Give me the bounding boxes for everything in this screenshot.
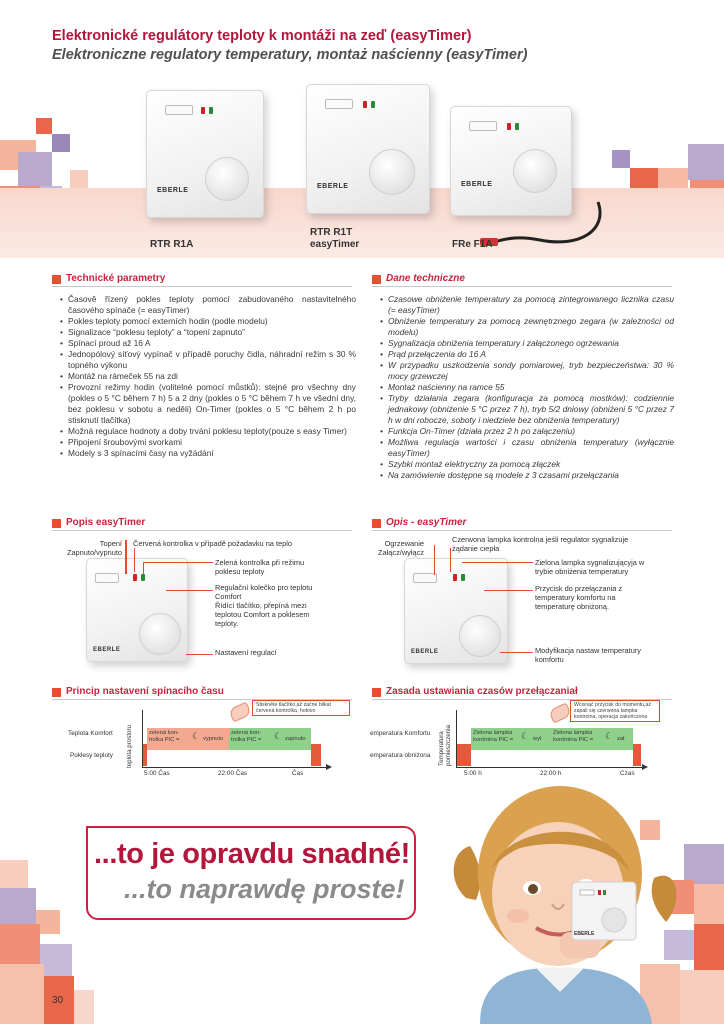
tech-list-pl	[380, 294, 674, 481]
list-item: • Časově řízený pokles teploty pomocí zabudovaného nastavitelného časového spínače (= easyTimer)	[60, 294, 356, 316]
callout-green-lamp-pl: Zielona lampka sygnalizującyja w trybie obniżenia temperatury	[535, 558, 645, 576]
list-item: • Tryby działania zegara (konfiguracja za pomocą mostków): codziennie jednakowy (obniżenie 5 °C przez 7 h), tryb 5/2 dniowy (obniżeni 5 °C przez 7 h w dni robocze, soboty i niedziele bez obniżenia temperatury)	[380, 393, 674, 426]
callout-red-lamp-cz: Červená kontrolka v případě požadavku na teplo	[133, 539, 292, 548]
callout-switch-pl: Ogrzewanie Załącz/wyłącz	[378, 539, 424, 557]
product-image-rtr-r1t	[306, 84, 430, 214]
list-item: • Czasowe obniżenie temperatury za pomocą zintegrowanego licznika czasu (= easyTimer)	[380, 294, 674, 316]
list-item: • Montáž na rámeček 55 na zdi	[60, 371, 356, 382]
callout-red-lamp-pl: Czerwona lampka kontrolna jeśli regulator sygnalizuje żądanie ciepła	[452, 535, 629, 553]
row-label-comfort: Teplota Komfort	[68, 730, 113, 737]
list-item: • Obniżenie temperatury za pomocą zewnętrznego zegara (w zależności od modelu)	[380, 316, 674, 338]
leader-line	[434, 545, 435, 575]
leader-line	[450, 548, 451, 572]
section-heading-popis-cz: Popis easyTimer	[52, 517, 352, 531]
section-heading-princip-cz: Princip nastavení spínacího času	[52, 686, 352, 700]
list-item: • Připojení šroubovými svorkami	[60, 437, 356, 448]
list-item: • Szybki montaż elektryczny za pomocą złączek	[380, 459, 674, 470]
state-box-on: zelená kon- trolka PIC = ☾ zapnuto	[229, 728, 311, 750]
list-item: • Jednopólový síťový vypínač v případě poruchy čidla, náhradní režim s 30 % topného výkonu	[60, 349, 356, 371]
list-item: • Spínací proud až 16 A	[60, 338, 356, 349]
slogan-pl: ...to naprawdę proste!	[124, 874, 405, 904]
low-bar-end	[311, 744, 321, 766]
list-item: • Modely s 3 spínacími časy na vyžádání	[60, 448, 356, 459]
slogan-cz: ...to je opravdu snadné!	[94, 838, 410, 870]
x-tick-start: 5:00 Čas	[144, 770, 170, 777]
row-label-comfort: emperatura Komfortu	[370, 730, 431, 737]
list-item: • Funkcja On-Timer (działa przez 2 h po załączeniu)	[380, 426, 674, 437]
device-diagram-pl: EBERLE	[404, 558, 508, 664]
callout-setting-pl: Modyfikacja nastaw temperatury komfortu	[535, 646, 641, 664]
x-tick-start: 5:00 h	[464, 770, 482, 777]
leader-line	[134, 548, 135, 572]
child-photo	[440, 782, 690, 1024]
photo-device-brand: EBERLE	[574, 931, 595, 937]
finger-icon	[548, 702, 572, 723]
moon-icon: ☾	[192, 731, 201, 741]
moon-icon: ☾	[274, 731, 283, 741]
moon-icon: ☾	[521, 731, 530, 741]
x-axis-label: Czas	[620, 770, 635, 777]
callout-setting-cz: Nastavení regulací	[215, 648, 277, 657]
leader-line	[143, 562, 144, 574]
product-label-fre-f1a: FRe F1A	[452, 239, 493, 250]
product-brand: EBERLE	[461, 181, 493, 188]
state-box-off: zelená kon- trolka PIC = ☾ vypnuto	[147, 728, 229, 750]
y-axis-label: teplota prostoru	[126, 725, 133, 768]
list-item: • Możliwa regulacja wartości i czasu obniżenia temperatury (wyłącznie easyTimer)	[380, 437, 674, 459]
x-axis-label: Čas	[292, 770, 304, 777]
product-image-rtr-r1a	[146, 90, 264, 218]
leader-line	[484, 590, 533, 591]
moon-icon: ☾	[605, 731, 614, 741]
callout-wheel-cz: Regulační kolečko pro teplotu Comfort Řídící tlačítko, přepíná mezi teplotou Comfort a poklesem teploty.	[215, 583, 313, 628]
row-label-low: Poklesy teploty	[70, 752, 113, 759]
x-tick-end: 22:00 Čas	[218, 770, 248, 777]
leader-line	[125, 540, 127, 574]
callout-button-pl: Przycisk do przełączania z temperatury komfortu na temperaturę obniżoną.	[535, 584, 623, 611]
page-title-pl: Elektroniczne regulatory temperatury, montaż naścienny (easyTimer)	[52, 47, 528, 63]
callout-switch-cz: Topení Zapnuto/vypnuto	[66, 539, 122, 557]
state-box-off: Zielona lampka kontrolna PIC = ☾ wył	[471, 728, 551, 750]
list-item: • Sygnalizacja obniżenia temperatury i załączonego ogrzewania	[380, 338, 674, 349]
list-item: • Prąd przełączenia do 16 A	[380, 349, 674, 360]
x-tick-end: 22:00 h	[540, 770, 562, 777]
sensor-cable	[480, 200, 610, 260]
section-heading-princip-pl: Zasada ustawiania czasów przełączaniał	[372, 686, 672, 700]
page-number: 30	[52, 995, 64, 1006]
page-title-cz: Elektronické regulátory teploty k montáži na zeď (easyTimer)	[52, 28, 472, 44]
leader-line	[500, 652, 533, 653]
list-item: • Pokles teploty pomocí externích hodin (podle modelu)	[60, 316, 356, 327]
section-heading-tech-pl: Dane techniczne	[372, 273, 672, 287]
list-item: • Provozní režimy hodin (volitelné pomocí můstků): stejné pro všechny dny (pokles o 5 °C během 7 h) 5 a 2 dny (pokles o 5 °C během 7 h ve všední dny, bez poklesu v sobotu a neděli) On-Timer (pokles o 5 °C během 2 h po stisknutí tlačítka)	[60, 382, 356, 426]
callout-green-lamp-cz: Zelená kontrolka při režimu poklesu teploty	[215, 558, 305, 576]
product-brand: EBERLE	[157, 187, 189, 194]
state-box-on: Zielona lampka kontrolna PIC = ☾ zał	[551, 728, 633, 750]
leader-line	[462, 562, 533, 563]
low-bar-end	[633, 744, 641, 766]
timing-chart-cz	[60, 700, 350, 782]
y-axis-label: Temperatura pomieszczenia	[438, 725, 452, 766]
tooltip-press-button: Stiskněte tlačítko,až začne blikat červená kontrolka, hotovo	[252, 700, 350, 716]
finger-icon	[228, 701, 252, 722]
timing-chart-pl	[370, 700, 664, 782]
section-heading-popis-pl: Opis - easyTimer	[372, 517, 672, 531]
list-item: • W przypadku uszkodzenia sondy pomiarowej, tryb bezpieczeństwa: 30 % mocy grzewczej	[380, 360, 674, 382]
list-item: • Možná regulace hodnoty a doby trvání poklesu teploty(pouze s easy Timer)	[60, 426, 356, 437]
leader-line	[166, 590, 213, 591]
tech-list-cz	[60, 294, 356, 459]
product-label-rtr-r1a: RTR R1A	[150, 239, 194, 250]
leader-line	[186, 654, 213, 655]
list-item: • Montaż naścienny na ramce 55	[380, 382, 674, 393]
row-label-low: emperatura obniżona	[370, 752, 431, 759]
low-bar-start	[457, 744, 471, 766]
device-diagram-cz: EBERLE	[86, 558, 188, 662]
list-item: • Signalizace “poklesu teploty” a “topení zapnuto”	[60, 327, 356, 338]
list-item: • Na zamówienie dostępne są modele z 3 czasami przełączania	[380, 470, 674, 481]
product-label-rtr-r1t: RTR R1T easyTimer	[310, 227, 360, 250]
product-brand: EBERLE	[317, 183, 349, 190]
section-heading-tech-cz: Technické parametry	[52, 273, 352, 287]
leader-line	[143, 562, 213, 563]
tooltip-press-button: Wcisnąć przycisk do momentu,aż zapali się czerwona lampka kontrolna, operacja zakończona	[570, 700, 660, 722]
